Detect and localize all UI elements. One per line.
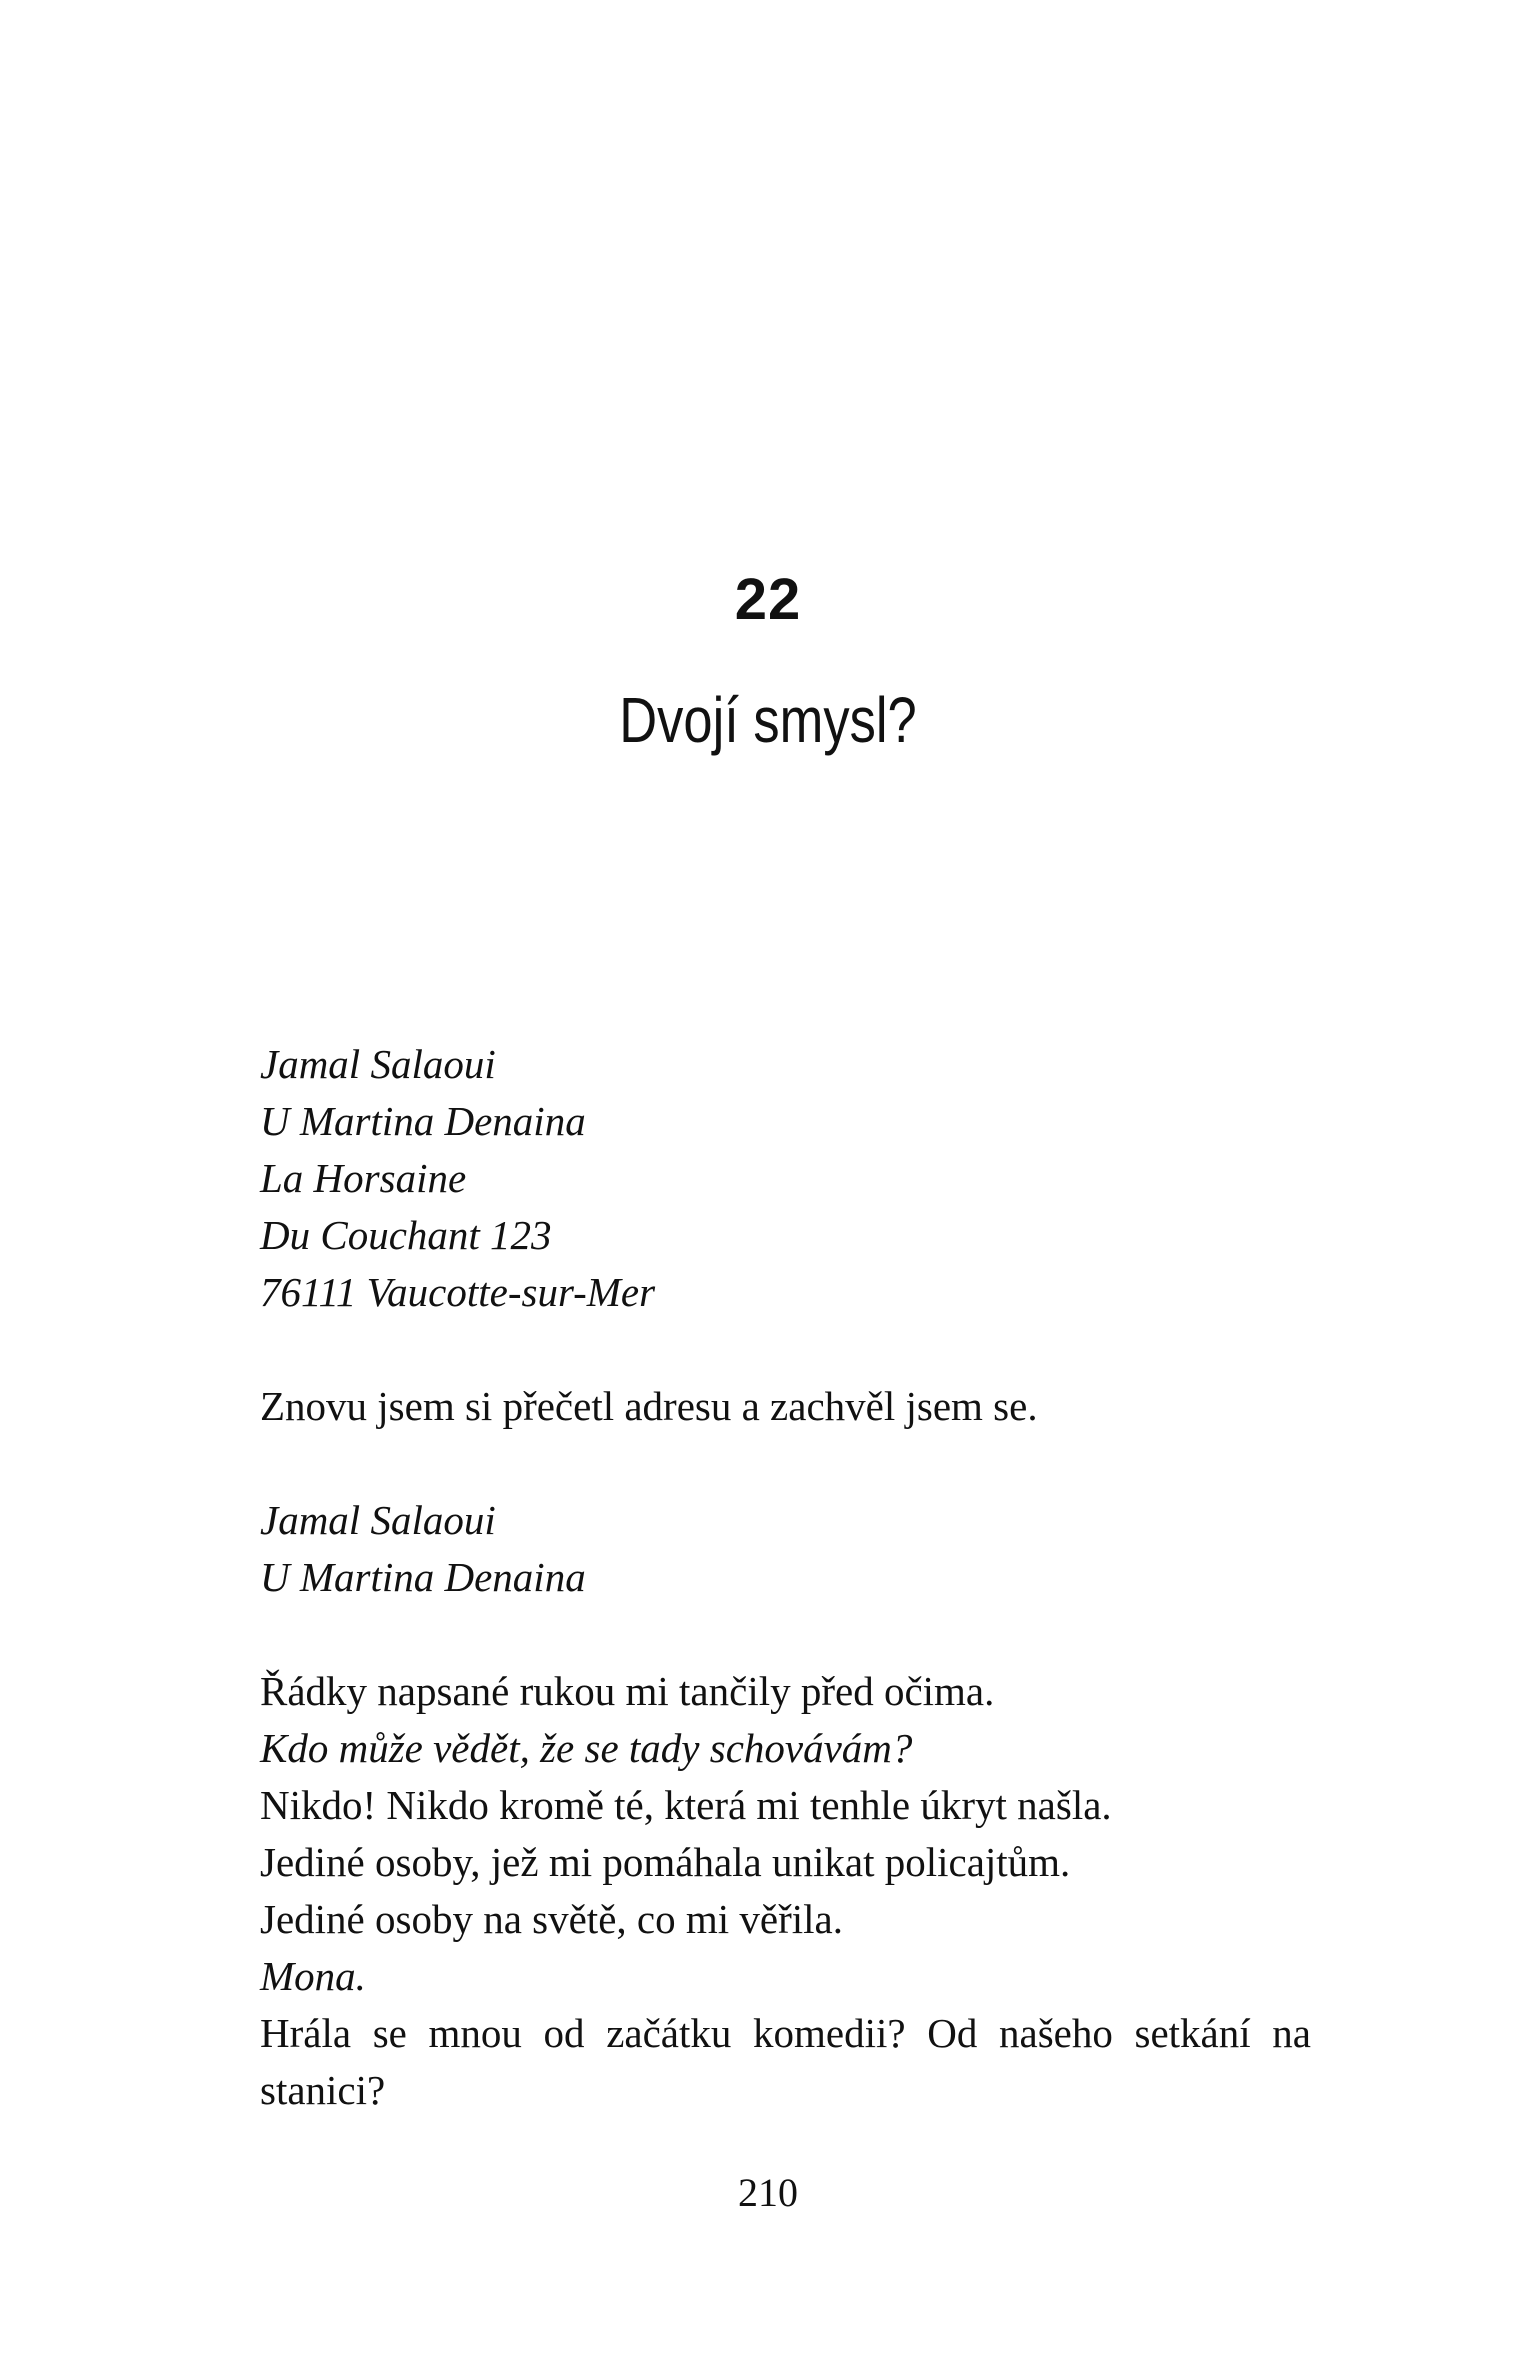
paragraph: Jediné osoby na světě, co mi věřila. bbox=[260, 1896, 843, 1942]
paragraph: Mona. bbox=[260, 1953, 366, 1999]
address-line: U Martina Denaina bbox=[260, 1554, 586, 1600]
address-block bbox=[201, 1036, 1311, 1321]
address-line: Jamal Salaoui bbox=[260, 1041, 496, 1087]
address-line: Jamal Salaoui bbox=[260, 1497, 496, 1543]
paragraph-gap bbox=[201, 1435, 1311, 1492]
paragraph: Znovu jsem si přečetl adresu a zachvěl jsem se. bbox=[260, 1383, 1038, 1429]
body-text bbox=[201, 1036, 1311, 2119]
paragraph: Hrála se mnou od začátku komedii? Od našeho setkání na stanici? bbox=[260, 2010, 1311, 2113]
address-line: 76111 Vaucotte-sur-Mer bbox=[260, 1269, 656, 1315]
paragraph: Nikdo! Nikdo kromě té, která mi tenhle úkryt našla. bbox=[260, 1782, 1112, 1828]
paragraph-gap bbox=[201, 1321, 1311, 1378]
page-number: 210 bbox=[738, 2170, 798, 2215]
address-line: Du Couchant 123 bbox=[260, 1212, 552, 1258]
address-line: U Martina Denaina bbox=[260, 1098, 586, 1144]
address-repeat-block bbox=[201, 1492, 1311, 1606]
address-line: La Horsaine bbox=[260, 1155, 467, 1201]
chapter-number: 22 bbox=[734, 567, 802, 632]
paragraph: Řádky napsané rukou mi tančily před očima. bbox=[260, 1668, 995, 1714]
chapter-title: Dvojí smysl? bbox=[619, 684, 917, 756]
paragraph: Jediné osoby, jež mi pomáhala unikat policajtům. bbox=[260, 1839, 1071, 1885]
paragraph-gap bbox=[201, 1606, 1311, 1663]
paragraph: Kdo může vědět, že se tady schovávám? bbox=[260, 1725, 913, 1771]
